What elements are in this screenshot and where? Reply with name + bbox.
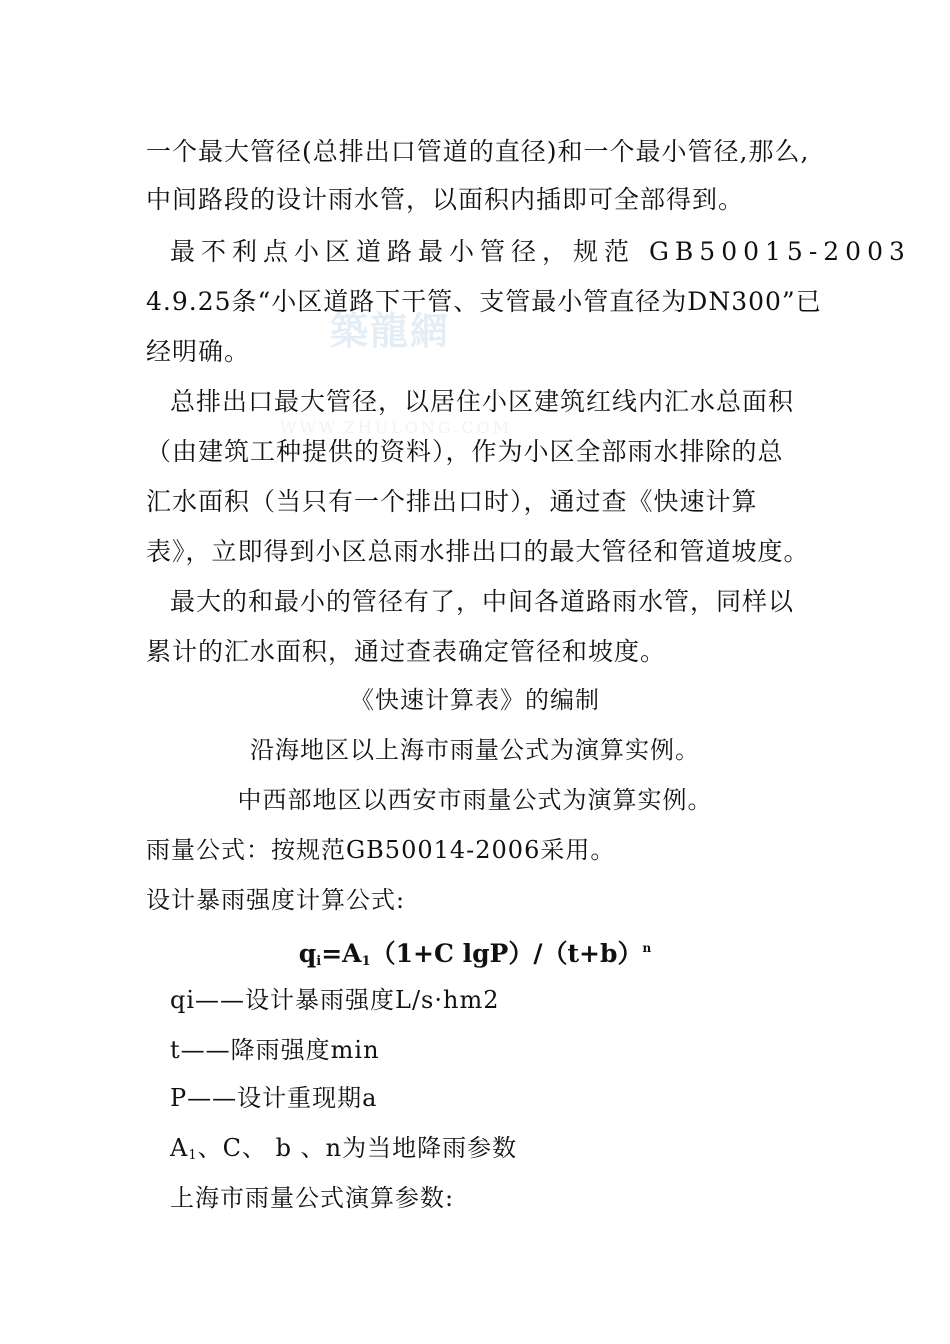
section-heading: 《快速计算表》的编制 <box>350 686 600 714</box>
paragraph-line: 经明确。 <box>146 337 251 366</box>
formula-body: （1+C lgP）/（t+b） <box>370 939 643 968</box>
definition-t: t——降雨强度min <box>170 1036 380 1064</box>
paragraph-line: 一个最大管径(总排出口管道的直径)和一个最小管径,那么, <box>146 137 810 166</box>
paragraph-line: （由建筑工种提供的资料），作为小区全部雨水排除的总 <box>146 437 784 466</box>
rain-formula-note: 雨量公式：按规范GB50014-2006采用。 <box>146 836 616 864</box>
formula-a-subscript: 1 <box>361 954 371 969</box>
watermark-logo: 築龍網 <box>330 308 451 353</box>
definition-qi: qi——设计暴雨强度L/s·hm2 <box>170 986 500 1014</box>
paragraph-line: 汇水面积（当只有一个排出口时），通过查《快速计算 <box>146 487 758 516</box>
formula-q: q <box>298 939 317 968</box>
shanghai-params-title: 上海市雨量公式演算参数: <box>170 1184 455 1212</box>
design-formula-title: 设计暴雨强度计算公式: <box>146 886 406 914</box>
param-a-subscript: 1 <box>188 1148 198 1163</box>
param-a: A <box>170 1134 189 1162</box>
centered-line: 中西部地区以西安市雨量公式为演算实例。 <box>237 786 713 814</box>
param-rest: 、C、 b 、n为当地降雨参数 <box>197 1134 518 1162</box>
formula-equals-a: =A <box>321 939 362 968</box>
paragraph-line: 中间路段的设计雨水管，以面积内插即可全部得到。 <box>146 185 745 214</box>
formula-q-subscript: i <box>316 954 322 969</box>
centered-line: 沿海地区以上海市雨量公式为演算实例。 <box>250 736 700 764</box>
watermark-url: WWW.ZHULONG.COM <box>280 418 512 437</box>
paragraph-line: 累计的汇水面积，通过查表确定管径和坡度。 <box>146 637 667 666</box>
paragraph-line: 4.9.25条“小区道路下干管、支管最小管直径为DN300”已 <box>146 287 822 316</box>
rainfall-intensity-formula <box>0 932 950 978</box>
paragraph-line: 总排出口最大管径，以居住小区建筑红线内汇水总面积 <box>170 387 795 416</box>
paragraph-line: 最不利点小区道路最小管径，规范 GB50015-2003 <box>170 237 911 266</box>
definition-params <box>170 1132 517 1172</box>
paragraph-line: 最大的和最小的管径有了，中间各道路雨水管，同样以 <box>170 587 795 616</box>
formula-exponent: n <box>642 941 652 955</box>
paragraph-line: 表》，立即得到小区总雨水排出口的最大管径和管道坡度。 <box>146 537 810 566</box>
definition-p: P——设计重现期a <box>170 1084 378 1112</box>
